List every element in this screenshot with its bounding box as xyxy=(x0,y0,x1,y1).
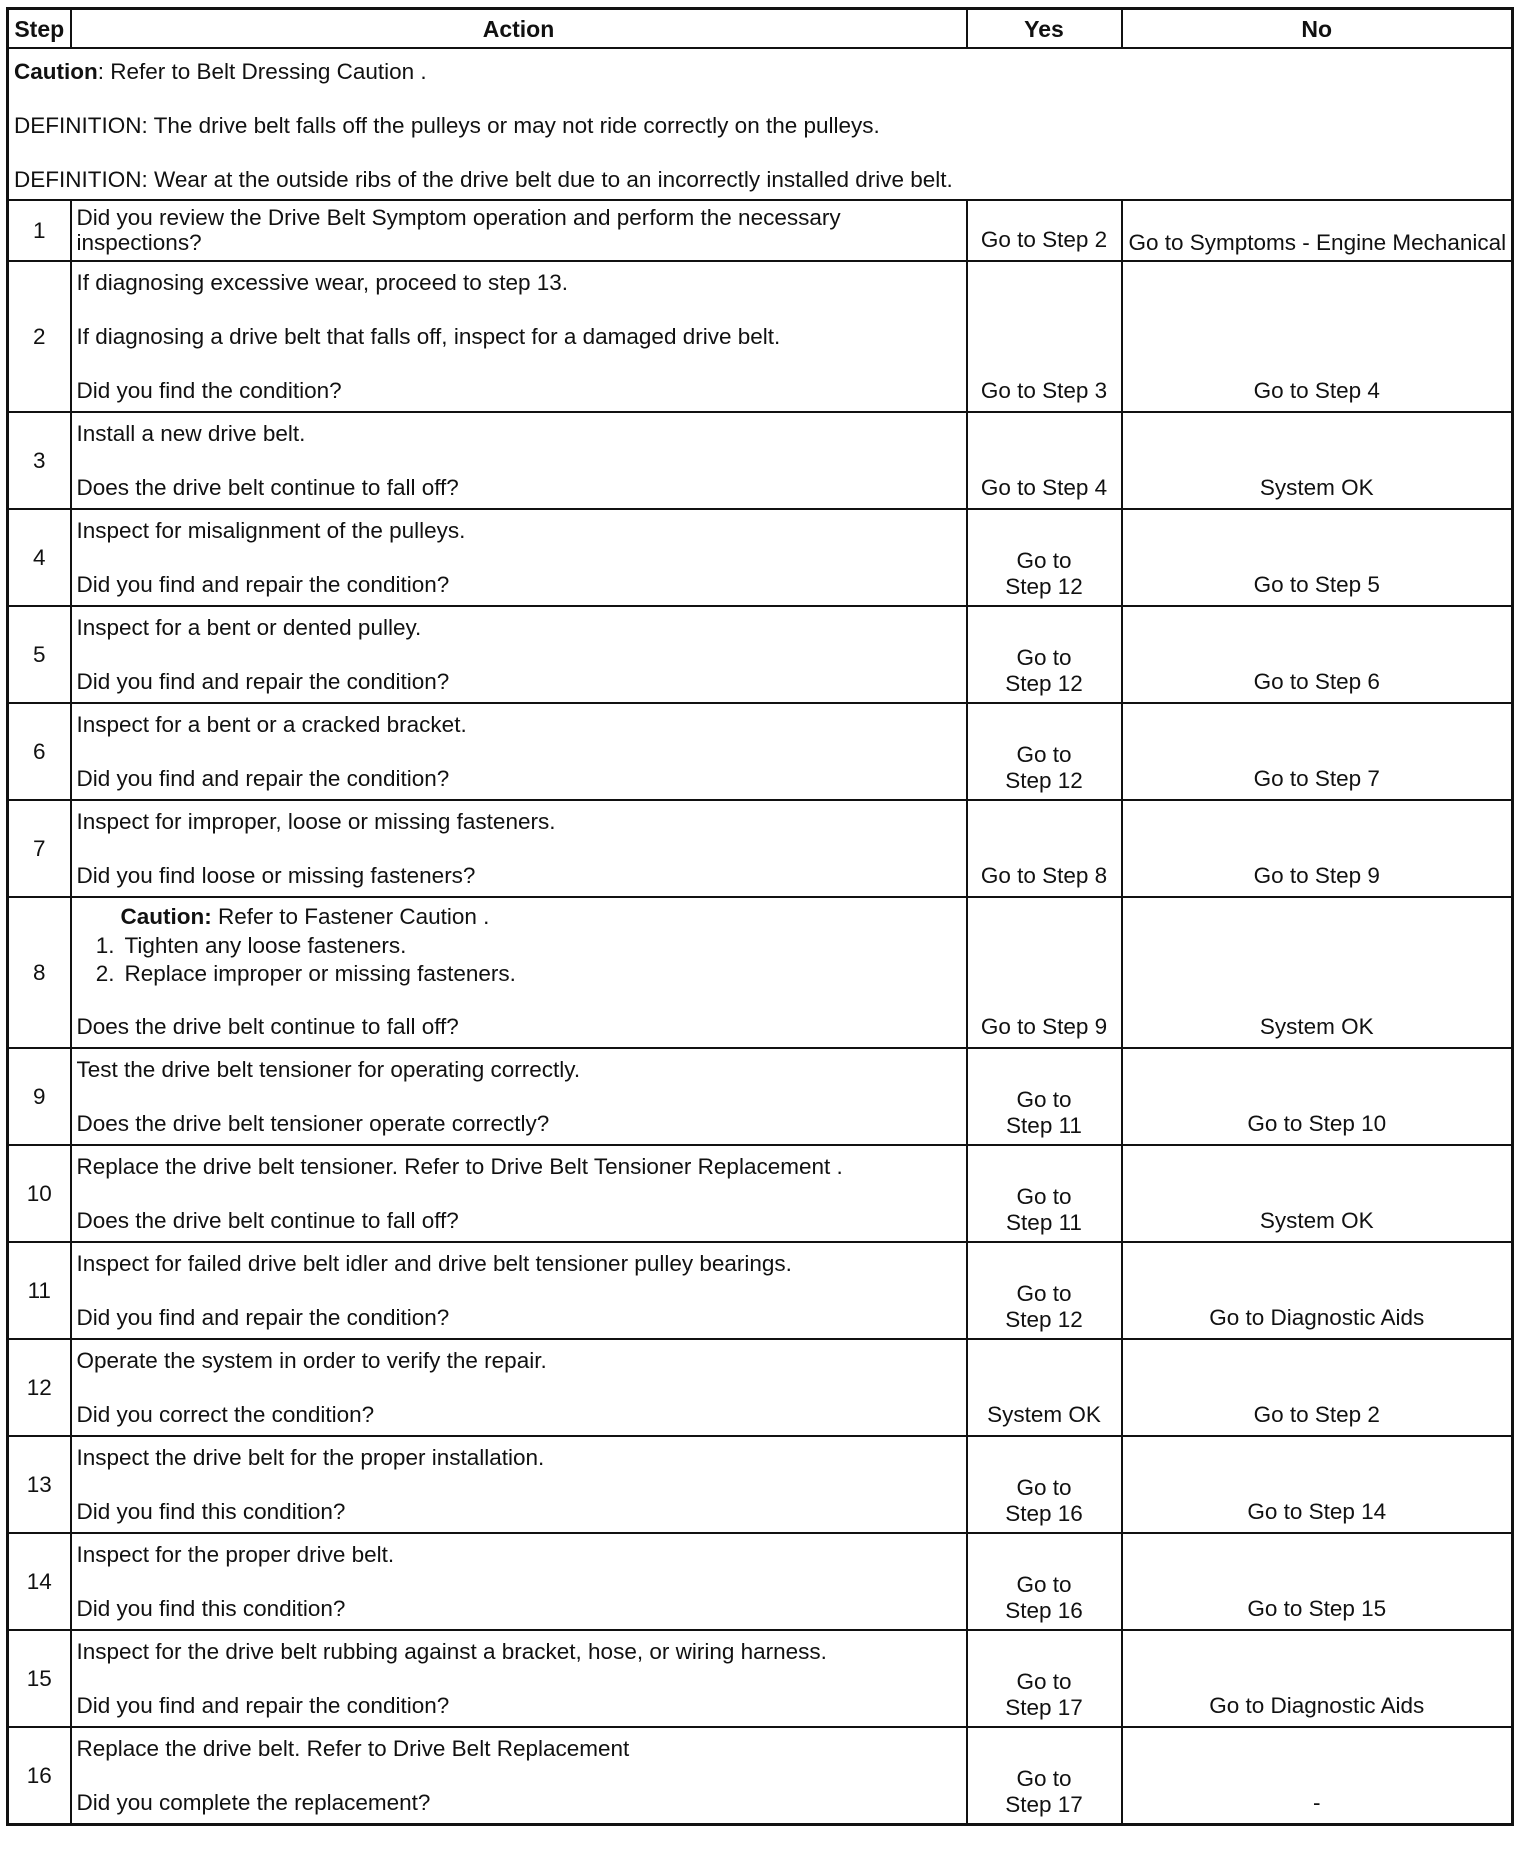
action-cell xyxy=(71,1048,967,1145)
yes-result: Go to Step 16 xyxy=(967,1436,1122,1533)
action-text: Inspect for failed drive belt idler and drive belt tensioner pulley bearings. xyxy=(76,1251,792,1276)
step-number: 3 xyxy=(8,412,71,509)
fastener-caution xyxy=(77,902,961,932)
action-text: Inspect for misalignment of the pulleys. xyxy=(76,518,466,543)
step-number: 12 xyxy=(8,1339,71,1436)
header-no: No xyxy=(1122,9,1513,49)
action-text: Replace the drive belt. Refer to Drive Belt Replacement xyxy=(76,1736,630,1761)
question-text: Did you find this condition? xyxy=(76,1596,346,1621)
yes-result: Go to Step 17 xyxy=(967,1630,1122,1727)
question-text: Did you find this condition? xyxy=(76,1499,346,1524)
step-number: 6 xyxy=(8,703,71,800)
question-text: Did you find and repair the condition? xyxy=(76,1305,450,1330)
question-text: Does the drive belt continue to fall off? xyxy=(76,475,459,500)
table-row xyxy=(8,800,1513,897)
yes-result: Go to Step 16 xyxy=(967,1533,1122,1630)
step-number: 8 xyxy=(8,897,71,1048)
yes-result: Go to Step 4 xyxy=(967,412,1122,509)
step-number: 15 xyxy=(8,1630,71,1727)
question-text: Did you find and repair the condition? xyxy=(76,669,450,694)
action-text: Install a new drive belt. xyxy=(76,421,306,446)
no-result: System OK xyxy=(1122,1145,1513,1242)
action-text: Inspect for the drive belt rubbing against a bracket, hose, or wiring harness. xyxy=(76,1639,827,1664)
no-result: System OK xyxy=(1122,412,1513,509)
intro-cell xyxy=(8,48,1513,200)
step-number: 10 xyxy=(8,1145,71,1242)
table-row xyxy=(8,1048,1513,1145)
list-text: Replace improper or missing fasteners. xyxy=(124,961,516,986)
yes-result: Go to Step 12 xyxy=(967,509,1122,606)
action-cell xyxy=(71,1630,967,1727)
yes-result: Go to Step 12 xyxy=(967,606,1122,703)
step-number: 9 xyxy=(8,1048,71,1145)
action-cell xyxy=(71,606,967,703)
header-step: Step xyxy=(8,9,71,49)
no-result: Go to Step 10 xyxy=(1122,1048,1513,1145)
fastener-caution-label: Caution: xyxy=(120,904,212,929)
table-row xyxy=(8,703,1513,800)
question-text: Did you review the Drive Belt Symptom operation and perform the necessary inspections? xyxy=(76,205,841,255)
yes-result: Go to Step 12 xyxy=(967,703,1122,800)
no-result: Go to Step 4 xyxy=(1122,261,1513,412)
action-text: Inspect for the proper drive belt. xyxy=(76,1542,395,1567)
yes-result: Go to Step 12 xyxy=(967,1242,1122,1339)
action-text: Inspect the drive belt for the proper installation. xyxy=(76,1445,545,1470)
action-text: Replace the drive belt tensioner. Refer to Drive Belt Tensioner Replacement . xyxy=(76,1154,843,1179)
no-result: Go to Step 9 xyxy=(1122,800,1513,897)
action-text: If diagnosing a drive belt that falls off, inspect for a damaged drive belt. xyxy=(76,324,781,349)
yes-result: System OK xyxy=(967,1339,1122,1436)
fastener-caution-text: Refer to Fastener Caution . xyxy=(211,904,490,929)
no-result: Go to Diagnostic Aids xyxy=(1122,1242,1513,1339)
intro-caution-text: : Refer to Belt Dressing Caution . xyxy=(97,59,427,84)
step-number: 16 xyxy=(8,1727,71,1825)
question-text: Did you find and repair the condition? xyxy=(76,572,450,597)
action-text: Inspect for improper, loose or missing fasteners. xyxy=(76,809,556,834)
table-row xyxy=(8,1533,1513,1630)
list-number: 1. xyxy=(95,933,115,958)
action-cell xyxy=(71,897,967,1048)
question-text: Does the drive belt continue to fall off? xyxy=(76,1208,459,1233)
definition-1: DEFINITION: The drive belt falls off the pulleys or may not ride correctly on the pulleys. xyxy=(14,113,880,138)
question-text: Does the drive belt tensioner operate correctly? xyxy=(76,1111,550,1136)
header-action: Action xyxy=(71,9,967,49)
list-item xyxy=(77,960,961,988)
table-row xyxy=(8,1727,1513,1825)
action-cell xyxy=(71,509,967,606)
question-text: Did you correct the condition? xyxy=(76,1402,375,1427)
question-text: Did you complete the replacement? xyxy=(76,1790,431,1815)
list-number: 2. xyxy=(95,961,115,986)
intro-caution xyxy=(14,57,1511,87)
table-row xyxy=(8,261,1513,412)
step-number: 2 xyxy=(8,261,71,412)
yes-result: Go to Step 11 xyxy=(967,1048,1122,1145)
table-row xyxy=(8,200,1513,261)
question-text: Did you find and repair the condition? xyxy=(76,1693,450,1718)
no-result: Go to Step 15 xyxy=(1122,1533,1513,1630)
yes-result: Go to Step 3 xyxy=(967,261,1122,412)
step-number: 1 xyxy=(8,200,71,261)
table-row xyxy=(8,1242,1513,1339)
no-result: System OK xyxy=(1122,897,1513,1048)
action-cell xyxy=(71,1339,967,1436)
step-number: 4 xyxy=(8,509,71,606)
list-item xyxy=(77,932,961,960)
step-number: 11 xyxy=(8,1242,71,1339)
table-row xyxy=(8,1339,1513,1436)
no-result: Go to Step 7 xyxy=(1122,703,1513,800)
step-number: 5 xyxy=(8,606,71,703)
intro-caution-label: Caution xyxy=(14,59,98,84)
action-text: Inspect for a bent or dented pulley. xyxy=(76,615,422,640)
diagnostic-table-document xyxy=(6,7,1514,1826)
action-cell xyxy=(71,1533,967,1630)
list-text: Tighten any loose fasteners. xyxy=(124,933,407,958)
question-text: Did you find and repair the condition? xyxy=(76,766,450,791)
header-yes: Yes xyxy=(967,9,1122,49)
no-result: - xyxy=(1122,1727,1513,1825)
table-row xyxy=(8,1145,1513,1242)
yes-result: Go to Step 8 xyxy=(967,800,1122,897)
step-number: 13 xyxy=(8,1436,71,1533)
header-row xyxy=(8,9,1513,49)
action-text: Operate the system in order to verify the repair. xyxy=(76,1348,547,1373)
yes-result: Go to Step 11 xyxy=(967,1145,1122,1242)
action-text: Inspect for a bent or a cracked bracket. xyxy=(76,712,467,737)
definition-2: DEFINITION: Wear at the outside ribs of the drive belt due to an incorrectly installed drive belt. xyxy=(14,167,953,192)
table-row xyxy=(8,509,1513,606)
no-result: Go to Step 5 xyxy=(1122,509,1513,606)
action-text: If diagnosing excessive wear, proceed to step 13. xyxy=(76,270,569,295)
question-text: Does the drive belt continue to fall off? xyxy=(76,1014,459,1039)
table-row xyxy=(8,412,1513,509)
step-number: 14 xyxy=(8,1533,71,1630)
action-cell xyxy=(71,412,967,509)
table-row xyxy=(8,1630,1513,1727)
action-cell xyxy=(71,200,967,261)
table-row xyxy=(8,897,1513,1048)
no-result: Go to Step 2 xyxy=(1122,1339,1513,1436)
diagnostic-table xyxy=(6,7,1514,1826)
no-result: Go to Diagnostic Aids xyxy=(1122,1630,1513,1727)
action-text: Test the drive belt tensioner for operating correctly. xyxy=(76,1057,581,1082)
action-cell xyxy=(71,261,967,412)
action-cell xyxy=(71,1727,967,1825)
table-row xyxy=(8,606,1513,703)
yes-result: Go to Step 9 xyxy=(967,897,1122,1048)
action-cell xyxy=(71,1145,967,1242)
question-text: Did you find loose or missing fasteners? xyxy=(76,863,476,888)
action-cell xyxy=(71,1436,967,1533)
step-number: 7 xyxy=(8,800,71,897)
no-result: Go to Step 14 xyxy=(1122,1436,1513,1533)
yes-result: Go to Step 2 xyxy=(967,200,1122,261)
action-cell xyxy=(71,703,967,800)
table-row xyxy=(8,1436,1513,1533)
yes-result: Go to Step 17 xyxy=(967,1727,1122,1825)
no-result: Go to Step 6 xyxy=(1122,606,1513,703)
intro-row xyxy=(8,48,1513,200)
no-result: Go to Symptoms - Engine Mechanical xyxy=(1122,200,1513,261)
action-cell xyxy=(71,800,967,897)
action-cell xyxy=(71,1242,967,1339)
question-text: Did you find the condition? xyxy=(76,378,342,403)
